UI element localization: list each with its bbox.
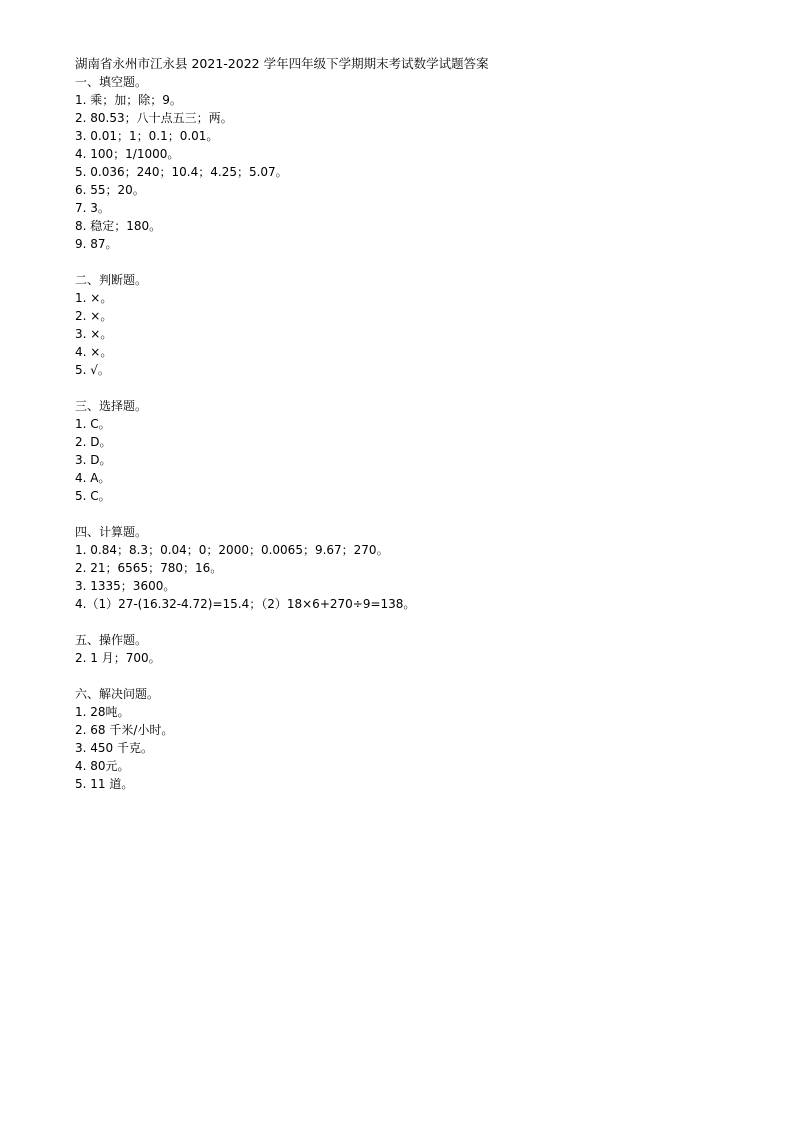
answer-item: 5. C。 — [75, 489, 111, 503]
answer-item: 1. 28吨。 — [75, 705, 130, 719]
answer-item: 2. 1 月；700。 — [75, 651, 161, 665]
answer-item: 2. D。 — [75, 435, 112, 449]
answer-item: 5. 0.036；240；10.4；4.25；5.07。 — [75, 165, 288, 179]
section-heading: 三、选择题。 — [75, 399, 148, 413]
answer-item: 3. 1335；3600。 — [75, 579, 176, 593]
answer-item: 4. ×。 — [75, 345, 113, 359]
answer-item: 4.（1）27-(16.32-4.72)=15.4；（2）18×6+270÷9=138。 — [75, 597, 416, 611]
document-title: 湖南省永州市江永县 2021-2022 学年四年级下学期期末考试数学试题答案 — [75, 56, 489, 71]
answer-item: 4. 100；1/1000。 — [75, 147, 180, 161]
answer-item: 1. 乘；加；除；9。 — [75, 93, 182, 107]
answer-item: 2. 80.53；八十点五三；两。 — [75, 111, 233, 125]
answer-item: 2. ×。 — [75, 309, 113, 323]
answer-sections — [75, 73, 755, 793]
answer-item: 9. 87。 — [75, 237, 118, 251]
answer-item: 3. 450 千克。 — [75, 741, 153, 755]
answer-item: 6. 55；20。 — [75, 183, 145, 197]
answer-section — [75, 631, 755, 667]
answer-item: 3. D。 — [75, 453, 112, 467]
answer-item: 5. √。 — [75, 363, 110, 377]
answer-item: 8. 稳定；180。 — [75, 219, 162, 233]
section-heading: 五、操作题。 — [75, 633, 148, 647]
answer-item: 3. ×。 — [75, 327, 113, 341]
answer-item: 7. 3。 — [75, 201, 110, 215]
answer-item: 2. 21；6565；780；16。 — [75, 561, 223, 575]
answer-item: 1. 0.84；8.3；0.04；0；2000；0.0065；9.67；270。 — [75, 543, 389, 557]
answer-document — [75, 55, 755, 793]
answer-section — [75, 271, 755, 379]
section-heading: 二、判断题。 — [75, 273, 148, 287]
answer-item: 1. ×。 — [75, 291, 113, 305]
answer-item: 1. C。 — [75, 417, 111, 431]
answer-item: 3. 0.01；1；0.1；0.01。 — [75, 129, 219, 143]
answer-section — [75, 73, 755, 253]
answer-section — [75, 685, 755, 793]
section-heading: 一、填空题。 — [75, 75, 148, 89]
section-heading: 四、计算题。 — [75, 525, 148, 539]
answer-item: 2. 68 千米/小时。 — [75, 723, 174, 737]
answer-item: 4. A。 — [75, 471, 111, 485]
answer-section — [75, 397, 755, 505]
answer-item: 5. 11 道。 — [75, 777, 134, 791]
section-heading: 六、解决问题。 — [75, 687, 160, 701]
answer-section — [75, 523, 755, 613]
answer-item: 4. 80元。 — [75, 759, 130, 773]
